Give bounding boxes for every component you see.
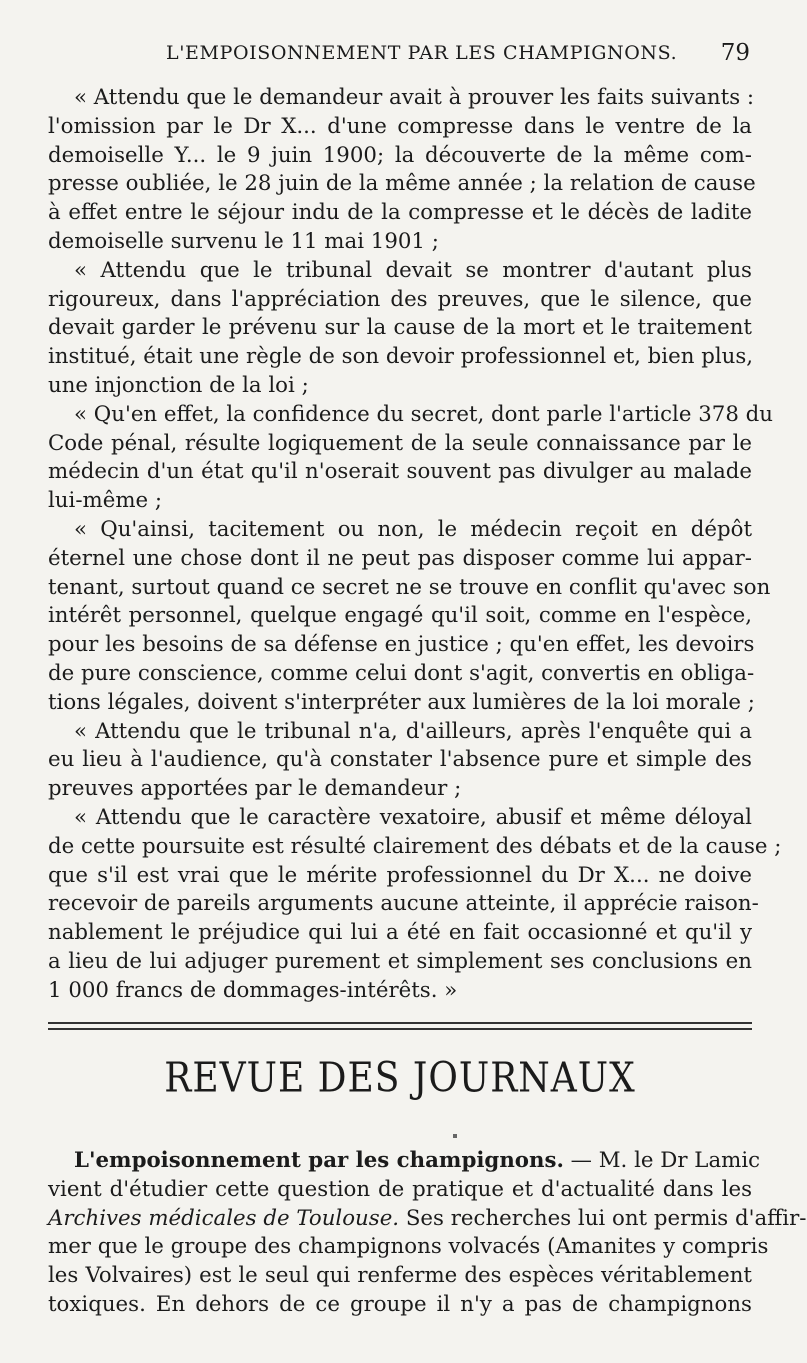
text-line: « Attendu que le demandeur avait à prouver les faits suivants : — [74, 85, 755, 110]
text-line: pour les besoins de sa défense en justice ; qu'en effet, les devoirs — [48, 632, 755, 658]
text-line: « Qu'en effet, la confidence du secret, dont parle l'article 378 du — [74, 401, 774, 427]
text-line: tions légales, doivent s'interpréter aux lumières de la loi morale ; — [48, 689, 755, 715]
text-line: de cette poursuite est résulté clairement des débats et de la cause ; — [48, 833, 782, 859]
text-line: « Attendu que le tribunal devait se montrer d'autant plus — [74, 257, 752, 283]
revue-line-4: mer que le groupe des champignons volvacés (Amanites y compris — [48, 1234, 769, 1260]
text-line: « Qu'ainsi, tacitement ou non, le médecin reçoit en dépôt — [74, 516, 752, 542]
text-line: l'omission par le Dr X... d'une compresse dans le ventre de la — [48, 113, 752, 139]
judgment-text — [48, 84, 782, 1006]
article-line-3-rest: Ses recherches lui ont permis d'affir- — [399, 1205, 807, 1231]
text-line: institué, était une règle de son devoir professionnel et, bien plus, — [48, 344, 754, 370]
revue-line-6: toxiques. En dehors de ce groupe il n'y a pas de champignons — [48, 1291, 752, 1317]
page-header — [48, 36, 750, 72]
page-number: 79 — [720, 40, 750, 66]
text-line: éternel une chose dont il ne peut pas disposer comme lui appar- — [48, 545, 752, 571]
text-line: 1 000 francs de dommages-intérêts. » — [48, 977, 458, 1003]
text-line: à effet entre le séjour indu de la compresse et le décès de ladite — [48, 200, 752, 226]
text-line: preuves apportées par le demandeur ; — [48, 776, 462, 802]
revue-line-1 — [48, 1147, 761, 1176]
text-line: presse oubliée, le 28 juin de la même année ; la relation de cause — [48, 171, 756, 197]
ornament-dot — [453, 1134, 457, 1138]
text-line: tenant, surtout quand ce secret ne se trouve en conflit qu'avec son — [48, 574, 771, 600]
journal-title: Archives médicales de Toulouse. — [48, 1205, 400, 1231]
revue-line-3 — [48, 1205, 807, 1234]
text-line: demoiselle Y... le 9 juin 1900; la découverte de la même com- — [48, 142, 752, 168]
text-line: demoiselle survenu le 11 mai 1901 ; — [48, 228, 439, 254]
text-line: rigoureux, dans l'appréciation des preuves, que le silence, que — [48, 286, 752, 312]
section-title: REVUE DES JOURNAUX — [164, 1054, 636, 1103]
text-line: une injonction de la loi ; — [48, 372, 309, 398]
text-line: a lieu de lui adjuger purement et simplement ses conclusions en — [48, 948, 752, 974]
article-heading: L'empoisonnement par les champignons. — [74, 1148, 564, 1173]
section-divider — [48, 1022, 752, 1030]
text-line: eu lieu à l'audience, qu'à constater l'absence pure et simple des — [48, 747, 752, 773]
article-line-1-rest: — M. le Dr Lamic — [563, 1148, 761, 1173]
running-title: L'EMPOISONNEMENT PAR LES CHAMPIGNONS. — [166, 42, 678, 64]
text-line: devait garder le prévenu sur la cause de la mort et le traitement — [48, 315, 752, 341]
text-line: de pure conscience, comme celui dont s'agit, convertis en obliga- — [48, 660, 755, 686]
text-line: lui-même ; — [48, 488, 163, 514]
text-line: nablement le préjudice qui lui a été en fait occasionné et qu'il y — [48, 920, 752, 946]
text-line: « Attendu que le tribunal n'a, d'ailleurs, après l'enquête qui a — [74, 718, 752, 744]
revue-article — [48, 1147, 807, 1320]
text-line: intérêt personnel, quelque engagé qu'il soit, comme en l'espèce, — [48, 603, 752, 629]
revue-line-5: les Volvaires) est le seul qui renferme des espèces véritablement — [48, 1263, 752, 1289]
text-line: recevoir de pareils arguments aucune atteinte, il apprécie raison- — [48, 891, 759, 917]
text-line: « Attendu que le caractère vexatoire, abusif et même déloyal — [74, 804, 752, 830]
text-line: que s'il est vrai que le mérite professionnel du Dr X... ne doive — [48, 862, 752, 888]
revue-line-2: vient d'étudier cette question de pratique et d'actualité dans les — [48, 1176, 752, 1202]
text-line: Code pénal, résulte logiquement de la seule connaissance par le — [48, 430, 752, 456]
text-line: médecin d'un état qu'il n'oserait souvent pas divulger au malade — [48, 459, 752, 485]
